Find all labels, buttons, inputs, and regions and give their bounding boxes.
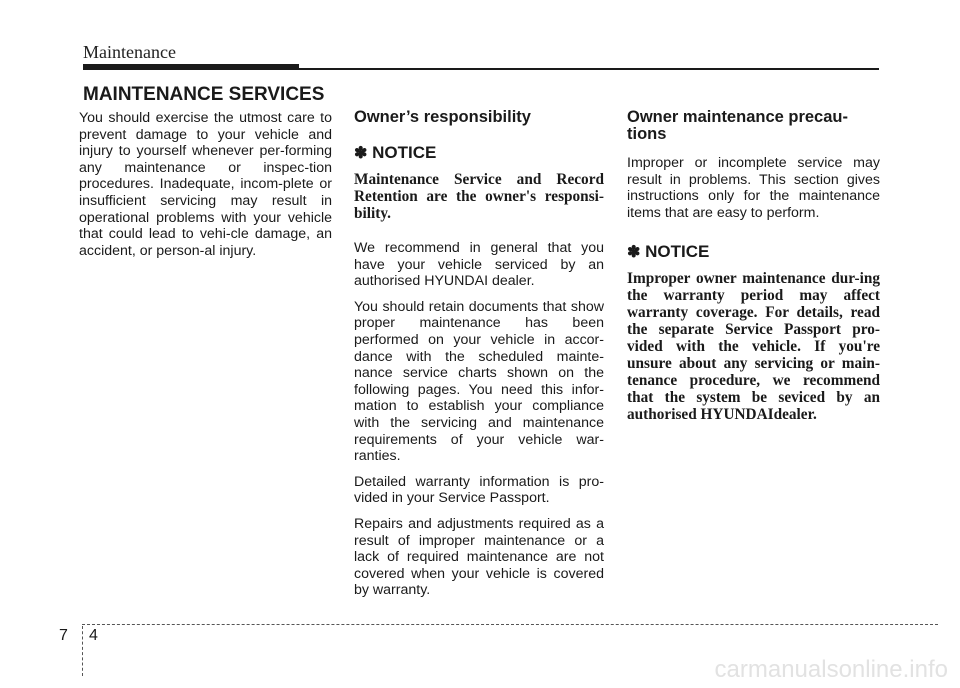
- notice-text: Improper owner maintenance dur-ing the warranty period may affect warranty coverage. For details, read the separate Service Passport pro-vided with the vehicle. If you're unsure about any servicing or main-tenance procedure, we recommend that the system be seviced by an authorised HYUNDAIdealer.: [627, 270, 880, 424]
- notice-text: Maintenance Service and Record Retention are the owner's responsi-bility.: [354, 171, 604, 222]
- footer-dashed-rule: [82, 624, 938, 625]
- paragraph: Detailed warranty information is pro-vided in your Service Passport.: [354, 473, 604, 507]
- intro-paragraph: You should exercise the utmost care to prevent damage to your vehicle and injury to yourself whenever per-forming any maintenance or inspec-tion procedures. Inadequate, incom-plete or insufficient servicing may result in operational problems with your vehicle that could lead to vehi-cle damage, an accident, or person-al injury.: [79, 110, 332, 259]
- column-right: [627, 109, 880, 441]
- paragraph: We recommend in general that you have your vehicle serviced by an authorised HYUNDAI dealer.: [354, 240, 604, 290]
- column-left: [79, 110, 332, 268]
- footer-chapter-number: 7: [59, 627, 68, 644]
- notice-label: NOTICE: [372, 143, 437, 162]
- paragraph: Improper or incomplete service may result in problems. This section gives instructions only for the maintenance items that are easy to perform.: [627, 155, 880, 221]
- owners-responsibility-heading: Owner’s responsibility: [354, 108, 531, 126]
- owner-maintenance-precautions-heading: Owner maintenance precau-tions: [627, 108, 848, 143]
- section-heading: MAINTENANCE SERVICES: [83, 84, 325, 105]
- notice-block: [627, 243, 880, 423]
- footer-page-number: 4: [89, 627, 98, 644]
- watermark: carmanualsonline.info: [714, 656, 948, 683]
- notice-heading: [627, 243, 880, 262]
- header-rule-thin: [299, 68, 879, 70]
- notice-heading: [354, 144, 604, 163]
- page-header-title: Maintenance: [83, 42, 176, 62]
- notice-label: NOTICE: [645, 242, 710, 262]
- notice-star-icon: ✽: [627, 244, 641, 262]
- notice-star-icon: ✽: [354, 145, 368, 162]
- paragraph: You should retain documents that show proper maintenance has been performed on your vehicle in accor-dance with the scheduled mainte-nance service charts shown on the following pages. You need this infor-mation to establish your compliance with the servicing and maintenance requirements of your vehicle war-ranties.: [354, 298, 604, 465]
- column-middle: [354, 109, 604, 608]
- paragraph: Repairs and adjustments required as a result of improper maintenance or a lack of required maintenance are not covered when your vehicle is covered by warranty.: [354, 515, 604, 599]
- footer-dashed-divider: [82, 626, 83, 676]
- header-rule-thick: [83, 64, 299, 70]
